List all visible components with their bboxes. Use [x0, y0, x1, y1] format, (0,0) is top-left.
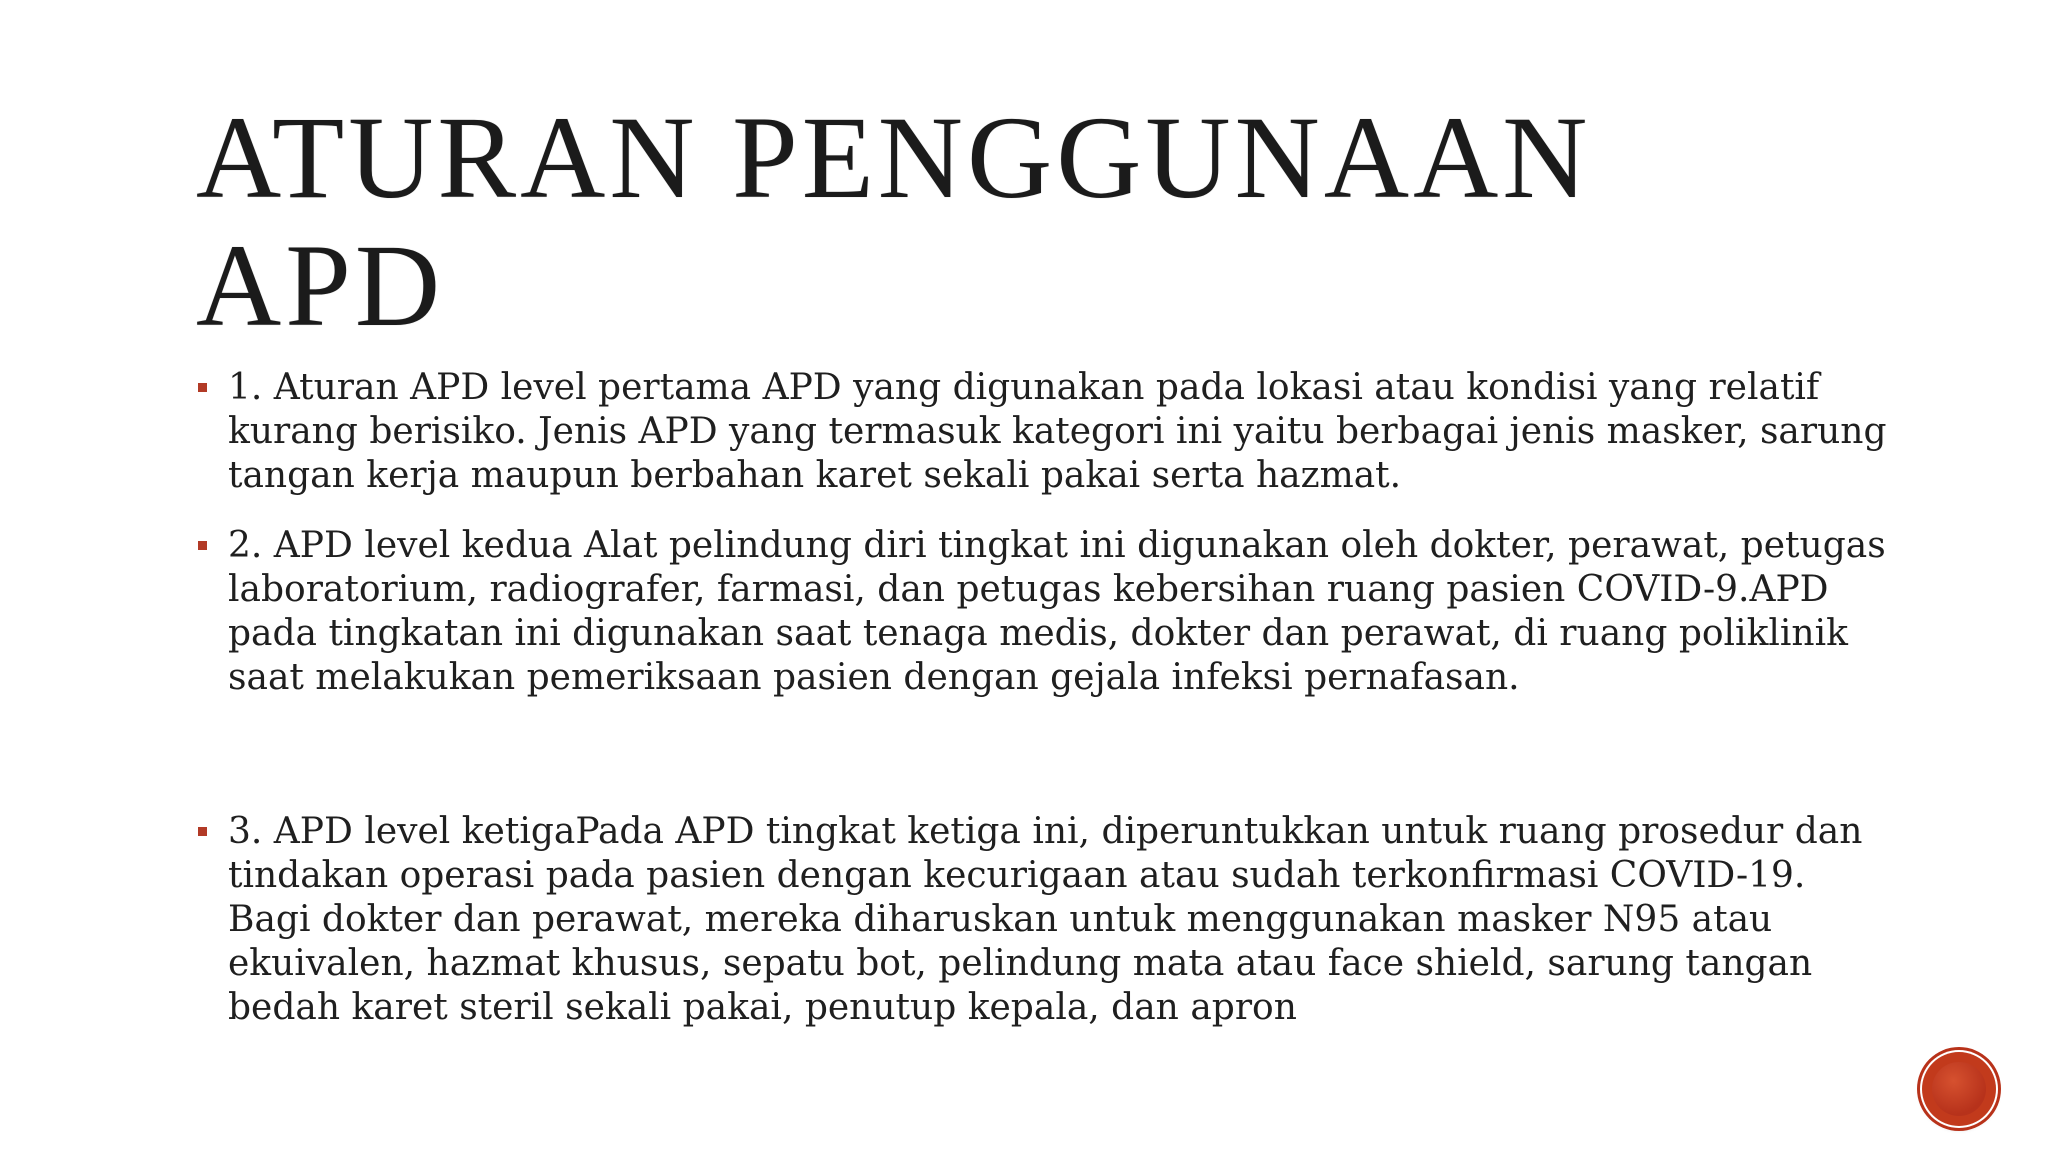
list-item-text: 1. Aturan APD level pertama APD yang digunakan pada lokasi atau kondisi yang relatif kurang berisiko. Jenis APD yang termasuk kategori ini yaitu berbagai jenis masker, sarung tangan kerja maupun berbahan karet sekali pakai serta hazmat. — [228, 367, 1887, 496]
list-item — [196, 810, 1896, 1030]
list-item-text: 2. APD level kedua Alat pelindung diri tingkat ini digunakan oleh dokter, perawat, petugas laboratorium, radiografer, farmasi, dan petugas kebersihan ruang pasien COVID-9.APD pada tingkatan ini digunakan saat tenaga medis, dokter dan perawat, di ruang poliklinik saat melakukan pemeriksaan pasien dengan gejala infeksi pernafasan. — [228, 525, 1886, 698]
slide-title — [196, 94, 1896, 350]
list-item-text: 3. APD level ketigaPada APD tingkat ketiga ini, diperuntukkan untuk ruang prosedur dan tindakan operasi pada pasien dengan kecurigaan atau sudah terkonfirmasi COVID-19. Bagi dokter dan perawat, mereka diharuskan untuk menggunakan masker N95 atau ekuivalen, hazmat khusus, sepatu bot, pelindung mata atau face shield, sarung tangan bedah karet steril sekali pakai, penutup kepala, dan apron — [228, 811, 1863, 1028]
slide-title-line-1: ATURAN PENGGUNAAN — [196, 92, 1592, 223]
bullet-list — [196, 366, 1896, 1030]
square-bullet-icon — [198, 383, 207, 392]
square-bullet-icon — [198, 541, 207, 550]
list-item — [196, 366, 1896, 498]
next-slide-button[interactable] — [1922, 1052, 1996, 1126]
list-item — [196, 524, 1896, 700]
square-bullet-icon — [198, 827, 207, 836]
slide-title-line-2: APD — [196, 220, 445, 351]
